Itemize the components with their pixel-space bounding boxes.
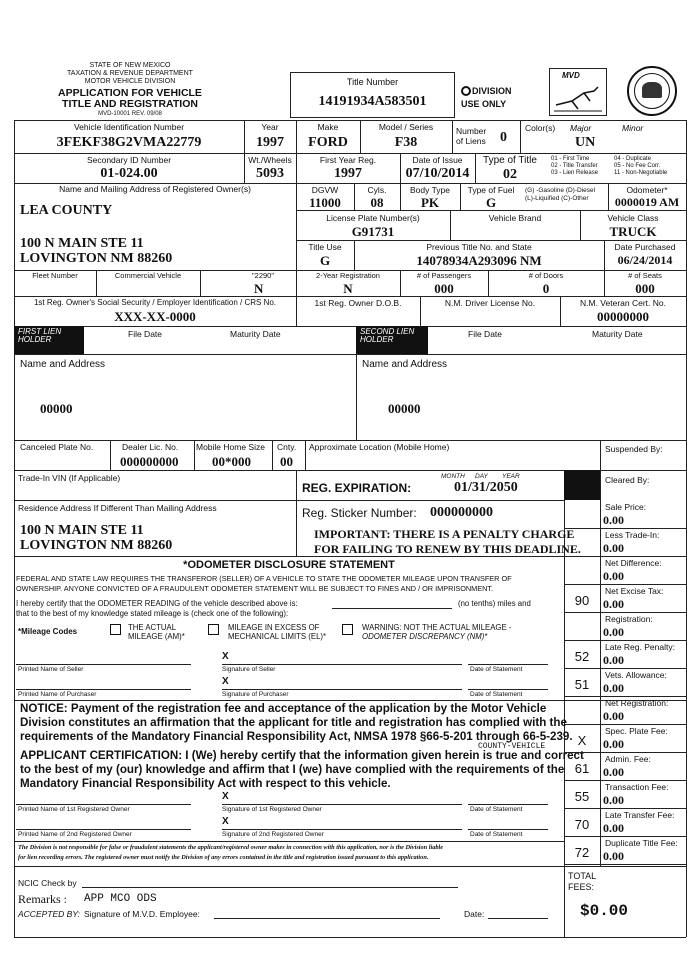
doors-label: # of Doors [528, 271, 564, 280]
first-lien-file-date-label: File Date [128, 329, 163, 339]
fine-print-2: for lien recording errors. The registered owner must notify the Division of any errors contained in the title and registration issued pursuant to this application. [18, 854, 429, 861]
vin-value: 3FEKF38G2VMA22779 [56, 135, 202, 150]
first-lien-name-label: Name and Address [20, 359, 106, 370]
seller-signature-line[interactable] [222, 664, 462, 665]
title-number-label: Title Number [346, 77, 399, 87]
sticker-label: Reg. Sticker Number: [302, 506, 417, 520]
month-label: MONTH [441, 473, 465, 480]
liens-count-label-1: Number [456, 126, 487, 136]
county-label: Cnty. [277, 442, 297, 452]
agency-line-2: TAXATION & REVENUE DEPARTMENT [67, 70, 193, 77]
fee-value: 0.00 [603, 569, 624, 583]
odometer-certify-2: that to the best of my knowledge stated mileage is (check one of the following): [16, 609, 289, 618]
second-lien-maturity-label: Maturity Date [592, 329, 643, 339]
fleet-number-label: Fleet Number [32, 271, 78, 280]
purchaser-name-line[interactable] [16, 689, 191, 690]
fee-row-divider [564, 864, 686, 865]
wt-wheels-label: Wt./Wheels [248, 155, 292, 165]
body-type-value: PK [420, 195, 440, 210]
suspended-by-label: Suspended By: [605, 444, 663, 454]
owner1-signature-label: Signature of 1st Registered Owner [222, 806, 322, 813]
two-year-label: 2-Year Registration [316, 271, 380, 280]
vehicle-class-label: Vehicle Class [607, 213, 659, 223]
first-year-label: First Year Reg. [319, 155, 377, 165]
fee-row-divider [564, 612, 686, 613]
driver-license-label: N.M. Driver License No. [444, 298, 536, 308]
important-line-2: FOR FAILING TO RENEW BY THIS DEADLINE. [314, 542, 581, 556]
fuel-type-value: G [485, 195, 497, 210]
second-lien-name-label: Name and Address [362, 359, 448, 370]
county-value: 00 [280, 454, 293, 469]
year-label: Year [261, 122, 279, 132]
previous-title-label: Previous Title No. and State [426, 242, 532, 252]
odometer-heading: *ODOMETER DISCLOSURE STATEMENT [183, 559, 395, 571]
fee-label: Duplicate Title Fee: [605, 838, 678, 848]
veteran-cert-value: 00000000 [597, 309, 649, 324]
secondary-id-label: Secondary ID Number [86, 155, 172, 165]
residence-address-1: 100 N MAIN STE 11 [20, 523, 144, 538]
division-use-label-2: USE ONLY [461, 99, 507, 109]
sticker-value: 000000000 [430, 505, 493, 520]
second-lien-file-date-label: File Date [468, 329, 503, 339]
date-line[interactable] [488, 918, 548, 919]
fuel-codes-2: (L)-Liquified (C)-Other [525, 195, 589, 202]
option-nm-line-1: WARNING: NOT THE ACTUAL MILEAGE - [362, 623, 512, 632]
fee-code: 51 [574, 677, 590, 692]
vehicle-brand-label: Vehicle Brand [488, 213, 542, 223]
fee-label: Less Trade-In: [605, 530, 660, 540]
option-am-line-2: MILEAGE (AM)* [128, 632, 185, 641]
fee-label: Sale Price: [605, 502, 647, 512]
liens-count: 0 [500, 130, 507, 145]
approx-location-label: Approximate Location (Mobile Home) [309, 442, 450, 452]
fee-value: 0.00 [603, 653, 624, 667]
seats-label: # of Seats [628, 271, 662, 280]
fee-label: Admin. Fee: [605, 754, 651, 764]
fee-code: 70 [574, 817, 590, 832]
fee-label: Late Reg. Penalty: [605, 642, 675, 652]
residence-label: Residence Address If Different Than Mailing Address [18, 503, 217, 513]
fee-row-divider [564, 780, 686, 781]
fee-label: Net Registration: [605, 698, 669, 708]
purchaser-date-line[interactable] [468, 689, 548, 690]
form-2290-label: "2290" [252, 271, 275, 280]
remarks-label: Remarks : [18, 892, 67, 906]
odometer-law-2: OWNERSHIP. ANYONE CONVICTED OF A FRAUDULENT ODOMETER STATEMENT WILL BE SUBJECT TO FINES AND / OR IMPRISONMENT. [16, 584, 494, 593]
certification-line-3: Mandatory Financial Responsibility Act with respect to this vehicle. [20, 777, 391, 790]
title-use-value: G [319, 253, 331, 268]
division-use-label-1: DIVISION [472, 86, 512, 96]
color-major-value: UN [575, 135, 596, 150]
owner2-date-line[interactable] [468, 829, 548, 830]
fee-row-divider [564, 668, 686, 669]
owner2-date-label: Date of Statement [470, 831, 523, 838]
owner-address-2: LOVINGTON NM 88260 [20, 251, 173, 266]
form-title-line-1: APPLICATION FOR VEHICLE [58, 87, 202, 99]
dgvw-label: DGVW [311, 185, 339, 195]
county-vehicle-stamp: COUNTY-VEHICLE [478, 742, 546, 751]
title-number: 14191934A583501 [318, 94, 427, 109]
total-fees-label-2: FEES: [568, 882, 595, 892]
commercial-label: Commercial Vehicle [114, 271, 182, 280]
odometer-certify-1: I hereby certify that the ODOMETER READING of the vehicle described above is: [16, 599, 298, 608]
seller-name-label: Printed Name of Seller [18, 666, 84, 673]
title-code-11: 11 - Non-Negotiable [614, 170, 668, 176]
date-label: Date: [464, 909, 485, 919]
actual-mileage-checkbox[interactable] [110, 624, 121, 635]
purchaser-date-label: Date of Statement [470, 691, 523, 698]
owner2-name-label: Printed Name of 2nd Registered Owner [18, 831, 132, 838]
fee-code: 55 [574, 789, 590, 804]
two-year-value: N [343, 281, 353, 296]
owner-dob-label: 1st Reg. Owner D.O.B. [314, 298, 402, 308]
mvd-logo: MVD [549, 68, 607, 116]
passengers-label: # of Passengers [416, 271, 472, 280]
mobile-home-label: Mobile Home Size [196, 442, 265, 452]
vin-label: Vehicle Identification Number [73, 122, 185, 132]
owner2-signature-line[interactable] [222, 829, 462, 830]
day-label: DAY [475, 473, 488, 480]
odometer-reading-line[interactable] [332, 608, 452, 609]
ssn-value: XXX-XX-0000 [114, 309, 196, 324]
owner1-signature-line[interactable] [222, 804, 462, 805]
seller-date-label: Date of Statement [470, 666, 523, 673]
reg-expiration-value: 01/31/2050 [454, 480, 518, 495]
fee-label: Late Transfer Fee: [605, 810, 675, 820]
fee-row-divider [564, 752, 686, 753]
odometer-value: 0000019 AM [614, 195, 680, 209]
fee-row-divider [564, 808, 686, 809]
notice-line-2: Division constitutes an affirmation that the applicant for title and registration has complied with the [20, 716, 567, 729]
fee-label: Transaction Fee: [605, 782, 669, 792]
title-use-label: Title Use [308, 242, 342, 252]
ncic-check-line[interactable] [82, 887, 458, 888]
not-actual-mileage-checkbox[interactable] [342, 624, 353, 635]
fee-code: 90 [574, 593, 590, 608]
owner2-name-line[interactable] [16, 829, 191, 830]
title-type-value: 02 [503, 167, 517, 182]
dealer-license-label: Dealer Lic. No. [122, 442, 179, 452]
veteran-cert-label: N.M. Veteran Cert. No. [580, 298, 666, 308]
fee-row-divider [564, 696, 686, 697]
model-label: Model / Series [378, 122, 434, 132]
total-fees-label-1: TOTAL [568, 871, 597, 881]
fee-code: X [577, 733, 587, 748]
owner2-x-mark: X [222, 816, 229, 827]
fee-value: 0.00 [603, 625, 624, 639]
date-purchased-label: Date Purchased [614, 242, 676, 252]
title-code-02: 02 - Title Transfer [551, 163, 598, 169]
employee-signature-line[interactable] [214, 918, 440, 919]
fee-value: 0.00 [603, 821, 624, 835]
fee-value: 0.00 [603, 513, 624, 527]
mvd-c-icon [461, 86, 471, 96]
owner-address-1: 100 N MAIN STE 11 [20, 236, 144, 251]
year-small-label: YEAR [502, 473, 520, 480]
agency-line-3: MOTOR VEHICLE DIVISION [84, 78, 176, 85]
fee-row-divider [564, 528, 686, 529]
seats-value: 000 [635, 281, 655, 296]
fuel-codes-1: (G) -Gasoline (D)-Diesel [525, 187, 596, 194]
issue-date-value: 07/10/2014 [405, 166, 470, 181]
accepted-by-label: ACCEPTED BY: [18, 909, 81, 919]
fee-code: 72 [574, 845, 590, 860]
first-lien-maturity-label: Maturity Date [230, 329, 281, 339]
body-type-label: Body Type [409, 185, 450, 195]
model-value: F38 [394, 135, 418, 150]
fee-label: Spec. Plate Fee: [605, 726, 668, 736]
owner-name: LEA COUNTY [20, 203, 113, 218]
option-el-line-2: MECHANICAL LIMITS (EL)* [228, 632, 327, 641]
ncic-check-label: NCIC Check by [18, 878, 77, 888]
fee-value: 0.00 [603, 597, 624, 611]
liens-count-label-2: of Liens [456, 136, 486, 146]
remarks-value: APP MCO ODS [84, 893, 157, 905]
fee-row-divider [564, 556, 686, 557]
purchaser-signature-label: Signature of Purchaser [222, 691, 289, 698]
fee-value: 0.00 [603, 765, 624, 779]
seller-name-line[interactable] [16, 664, 191, 665]
owner2-signature-label: Signature of 2nd Registered Owner [222, 831, 324, 838]
certification-line-2: to the best of my (our) knowledge and affirm that I (we) have complied with the requirements of the [20, 763, 565, 776]
first-lien-value: 00000 [40, 401, 73, 416]
title-code-04: 04 - Duplicate [614, 156, 652, 162]
owner1-date-label: Date of Statement [470, 806, 523, 813]
ssn-label: 1st Reg. Owner's Social Security / Employer Identification / CRS No. [33, 298, 277, 307]
fee-value: 0.00 [603, 737, 624, 751]
total-fees-value: $0.00 [580, 902, 629, 920]
previous-title-value: 14078934A293096 NM [416, 253, 542, 268]
first-year-value: 1997 [334, 166, 362, 181]
option-am-line-1: THE ACTUAL [128, 623, 177, 632]
odometer-label: Odometer* [626, 185, 668, 195]
cleared-by-label: Cleared By: [605, 475, 650, 485]
fee-value: 0.00 [603, 681, 624, 695]
seller-x-mark: X [222, 651, 229, 662]
title-code-03: 03 - Lien Release [551, 170, 599, 176]
notice-line-3: requirements of the Mandatory Financial Responsibility Act, NMSA 1978 §66-5-201 through 66-5-239. [20, 730, 573, 743]
plate-value: G91731 [351, 224, 395, 239]
cylinders-value: 08 [370, 195, 384, 210]
owner1-name-line[interactable] [16, 804, 191, 805]
fee-value: 0.00 [603, 541, 624, 555]
date-purchased-value: 06/24/2014 [617, 253, 673, 267]
plate-label: License Plate Number(s) [326, 213, 420, 223]
owner1-date-line[interactable] [468, 804, 548, 805]
odometer-certify-1b: (no tenths) miles and [458, 599, 531, 608]
form-title-line-2: TITLE AND REGISTRATION [62, 98, 198, 110]
roadrunner-icon [550, 79, 606, 115]
fine-print-1: The Division is not responsible for false or fraudulent statements the applicant/registered owner makes in connection with this application, nor is the Division liable [18, 844, 444, 851]
important-line-1: IMPORTANT: THERE IS A PENALTY CHARGE [314, 527, 575, 541]
fee-label: Registration: [605, 614, 653, 624]
fee-value: 0.00 [603, 709, 624, 723]
agency-line-1: STATE OF NEW MEXICO [89, 62, 171, 69]
dgvw-value: 11000 [309, 195, 341, 210]
fee-label: Vets. Allowance: [605, 670, 667, 680]
owner1-name-label: Printed Name of 1st Registered Owner [18, 806, 130, 813]
purchaser-x-mark: X [222, 676, 229, 687]
option-nm-line-2: ODOMETER DISCREPANCY (NM)* [362, 632, 488, 641]
fee-label: Net Difference: [605, 558, 662, 568]
fee-value: 0.00 [603, 793, 624, 807]
dealer-license-value: 000000000 [120, 454, 179, 469]
reg-expiration-label: REG. EXPIRATION: [302, 481, 412, 495]
form-number: MVD-10001 REV. 09/08 [98, 111, 162, 117]
form-2290-value: N [254, 281, 264, 296]
fee-row-divider [564, 584, 686, 585]
passengers-value: 000 [434, 281, 454, 296]
second-lien-holder-tag: SECOND LIEN HOLDER [356, 326, 428, 354]
excess-mileage-checkbox[interactable] [208, 624, 219, 635]
doors-value: 0 [542, 281, 550, 296]
cleared-black-box [564, 470, 600, 500]
purchaser-signature-line[interactable] [222, 689, 462, 690]
accepted-by-text: Signature of M.V.D. Employee: [84, 909, 200, 919]
title-code-05: 05 - No Fee Corr. [614, 163, 661, 169]
tradein-vin-label: Trade-In VIN (If Applicable) [18, 473, 121, 483]
color-label: Color(s) [525, 123, 556, 133]
secondary-id-value: 01-024.00 [100, 166, 158, 181]
purchaser-name-label: Printed Name of Purchaser [18, 691, 97, 698]
color-minor-label: Minor [622, 123, 644, 133]
fee-code: 61 [574, 761, 590, 776]
issue-date-label: Date of Issue [412, 155, 463, 165]
first-lien-holder-tag: FIRST LIEN HOLDER [14, 326, 84, 354]
color-major-label: Major [570, 123, 592, 133]
fee-row-divider [564, 724, 686, 725]
owner1-x-mark: X [222, 791, 229, 802]
state-seal [627, 66, 677, 116]
wt-wheels-value: 5093 [256, 166, 284, 181]
mileage-codes-label: *Mileage Codes [18, 627, 78, 636]
fee-label: Net Excise Tax: [605, 586, 664, 596]
residence-address-2: LOVINGTON NM 88260 [20, 538, 173, 553]
vehicle-class-value: TRUCK [609, 224, 657, 239]
odometer-law-1: FEDERAL AND STATE LAW REQUIRES THE TRANSFEROR (SELLER) OF A VEHICLE TO STATE THE ODOMETER MILEAGE UPON TRANSFER OF [16, 574, 512, 583]
notice-line-1: NOTICE: Payment of the registration fee and acceptance of the application by the Motor Vehicle [20, 702, 547, 715]
year-value: 1997 [256, 135, 284, 150]
seller-date-line[interactable] [468, 664, 548, 665]
make-label: Make [317, 122, 339, 132]
canceled-plate-label: Canceled Plate No. [20, 442, 94, 452]
fee-row-divider [564, 836, 686, 837]
make-value: FORD [308, 135, 348, 150]
cylinders-label: Cyls. [367, 185, 387, 195]
option-el-line-1: MILEAGE IN EXCESS OF [228, 623, 320, 632]
second-lien-value: 00000 [388, 401, 421, 416]
owner-label: Name and Mailing Address of Registered Owner(s) [59, 184, 251, 194]
title-type-label: Type of Title [483, 155, 537, 166]
mobile-home-value: 00*000 [212, 454, 251, 469]
fuel-type-label: Type of Fuel [467, 185, 515, 195]
certification-line-1: APPLICANT CERTIFICATION: I (We) hereby certify that the information given herein is true and correct [20, 749, 584, 762]
title-code-01: 01 - First Time [551, 156, 590, 162]
seller-signature-label: Signature of Seller [222, 666, 276, 673]
fee-code: 52 [574, 649, 590, 664]
fee-row-divider [564, 640, 686, 641]
fee-value: 0.00 [603, 849, 624, 863]
